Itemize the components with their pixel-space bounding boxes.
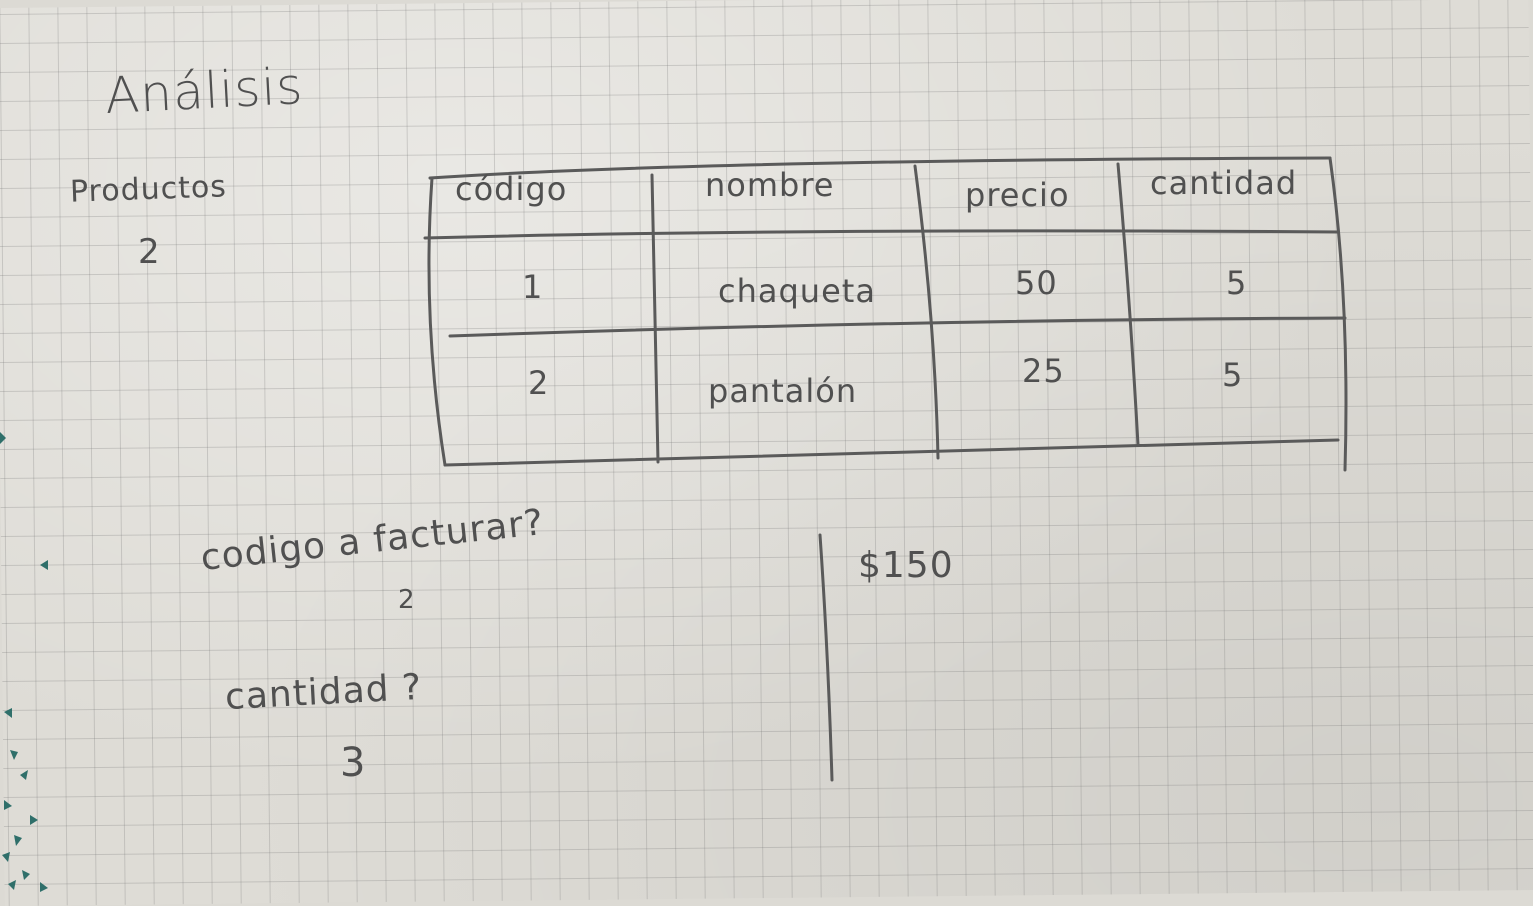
header-nombre: nombre: [705, 166, 835, 204]
table-right-border: [1330, 158, 1346, 470]
row1-nombre: chaqueta: [718, 272, 876, 310]
table-left-border: [429, 178, 445, 465]
answer-codigo: 2: [398, 585, 416, 615]
edge-mark-icon: [14, 835, 22, 846]
question-cantidad: cantidad ?: [224, 666, 424, 719]
row2-cantidad: 5: [1222, 356, 1244, 394]
edge-mark-icon: [20, 770, 28, 780]
section-label: Productos: [69, 169, 228, 210]
result-total: $150: [858, 545, 954, 586]
row2-codigo: 2: [528, 364, 550, 402]
edge-mark-icon: [4, 708, 12, 718]
table-header-divider: [425, 231, 1338, 238]
answer-cantidad: 3: [340, 740, 367, 786]
table-bottom-border: [445, 440, 1338, 465]
edge-mark-icon: [8, 880, 16, 890]
edge-mark-icon: [40, 560, 48, 570]
edge-mark-icon: [30, 815, 38, 825]
edge-marks: [0, 0, 60, 898]
header-codigo: código: [455, 170, 568, 208]
edge-mark-icon: [0, 432, 6, 444]
section-count: 2: [138, 232, 161, 272]
row2-nombre: pantalón: [708, 372, 858, 410]
header-cantidad: cantidad: [1150, 164, 1298, 202]
question-codigo: codigo a facturar?: [198, 502, 546, 579]
edge-mark-icon: [2, 852, 10, 862]
edge-mark-icon: [22, 870, 30, 880]
row1-cantidad: 5: [1226, 264, 1248, 302]
table-col-divider-3: [1118, 164, 1138, 445]
header-precio: precio: [965, 176, 1070, 214]
row2-precio: 25: [1022, 352, 1065, 390]
table-row-divider: [450, 318, 1345, 336]
row1-codigo: 1: [522, 268, 544, 306]
edge-mark-icon: [4, 800, 12, 810]
row1-precio: 50: [1015, 264, 1058, 302]
edge-mark-icon: [40, 882, 48, 892]
answer-separator-line: [820, 535, 832, 780]
edge-mark-icon: [10, 750, 18, 760]
page-title: Análisis: [103, 56, 305, 126]
table-col-divider-1: [652, 175, 658, 462]
table-col-divider-2: [915, 166, 938, 458]
